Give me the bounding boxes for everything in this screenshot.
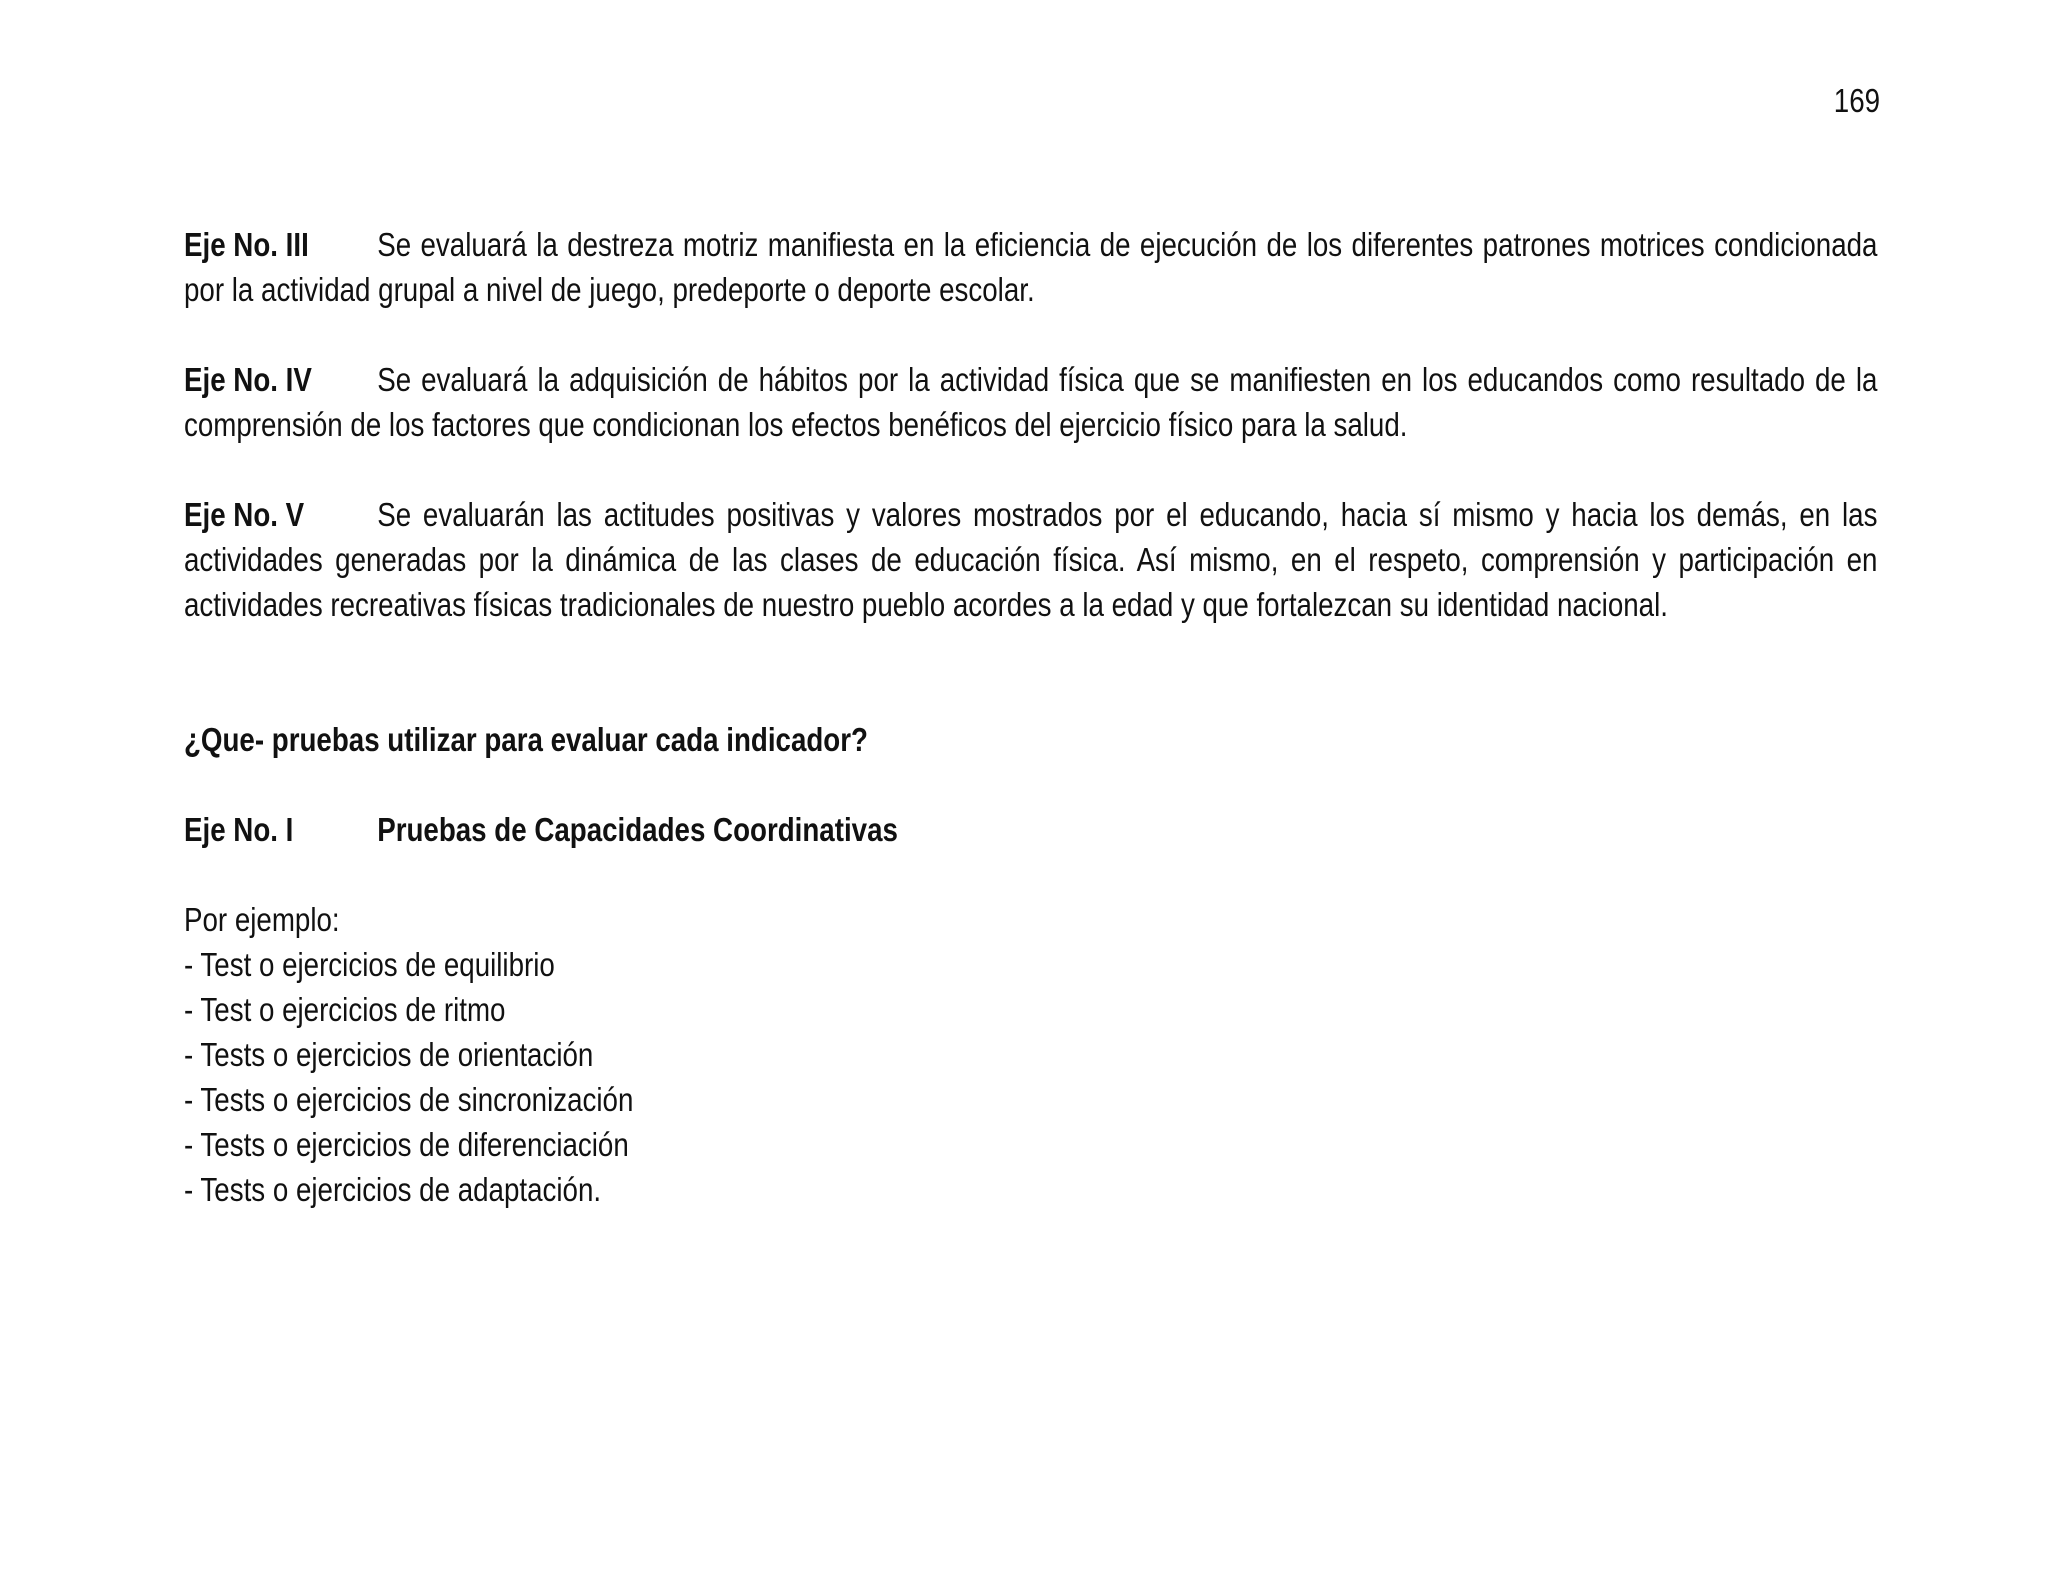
eje-v-text: Se evaluarán las actitudes positivas y valores mostrados por el educando, hacia sí mismo y hacia los demás, en las actividades generadas por la dinámica de las clases de educación física. Así mismo, en el respeto, comprensión y participación en actividades recreativas físicas tradicionales de nuestro pueblo acordes a la edad y que fortalezcan su identidad nacional. xyxy=(184,496,1878,623)
question-heading: ¿Que- pruebas utilizar para evaluar cada indicador? xyxy=(184,721,868,758)
page-number: 169 xyxy=(1833,82,1880,119)
eje-i-heading xyxy=(184,807,1877,852)
eje-iii-text: Se evaluará la destreza motriz manifiesta en la eficiencia de ejecución de los diferentes patrones motrices condicionada por la actividad grupal a nivel de juego, predeporte o deporte escolar. xyxy=(184,226,1878,308)
examples-list xyxy=(184,942,1877,1212)
example-intro: Por ejemplo: xyxy=(184,901,340,938)
eje-i-title: Pruebas de Capacidades Coordinativas xyxy=(377,811,898,848)
list-item: - Tests o ejercicios de diferenciación xyxy=(184,1126,629,1163)
list-item: - Tests o ejercicios de adaptación. xyxy=(184,1171,602,1208)
eje-v-label: Eje No. V xyxy=(184,496,305,533)
eje-iv-text: Se evaluará la adquisición de hábitos por la actividad física que se manifiesten en los educandos como resultado de la comprensión de los factores que condicionan los efectos benéficos del ejercicio físico para la salud. xyxy=(184,361,1878,443)
list-item: - Test o ejercicios de equilibrio xyxy=(184,946,555,983)
eje-v-paragraph xyxy=(184,492,1877,627)
eje-iv-label: Eje No. IV xyxy=(184,361,312,398)
document-body xyxy=(184,222,1877,1212)
eje-iii-paragraph xyxy=(184,222,1877,312)
list-item: - Tests o ejercicios de orientación xyxy=(184,1036,594,1073)
eje-iv-paragraph xyxy=(184,357,1877,447)
eje-i-label: Eje No. I xyxy=(184,811,294,848)
eje-iii-label: Eje No. III xyxy=(184,226,309,263)
list-item: - Test o ejercicios de ritmo xyxy=(184,991,506,1028)
list-item: - Tests o ejercicios de sincronización xyxy=(184,1081,634,1118)
